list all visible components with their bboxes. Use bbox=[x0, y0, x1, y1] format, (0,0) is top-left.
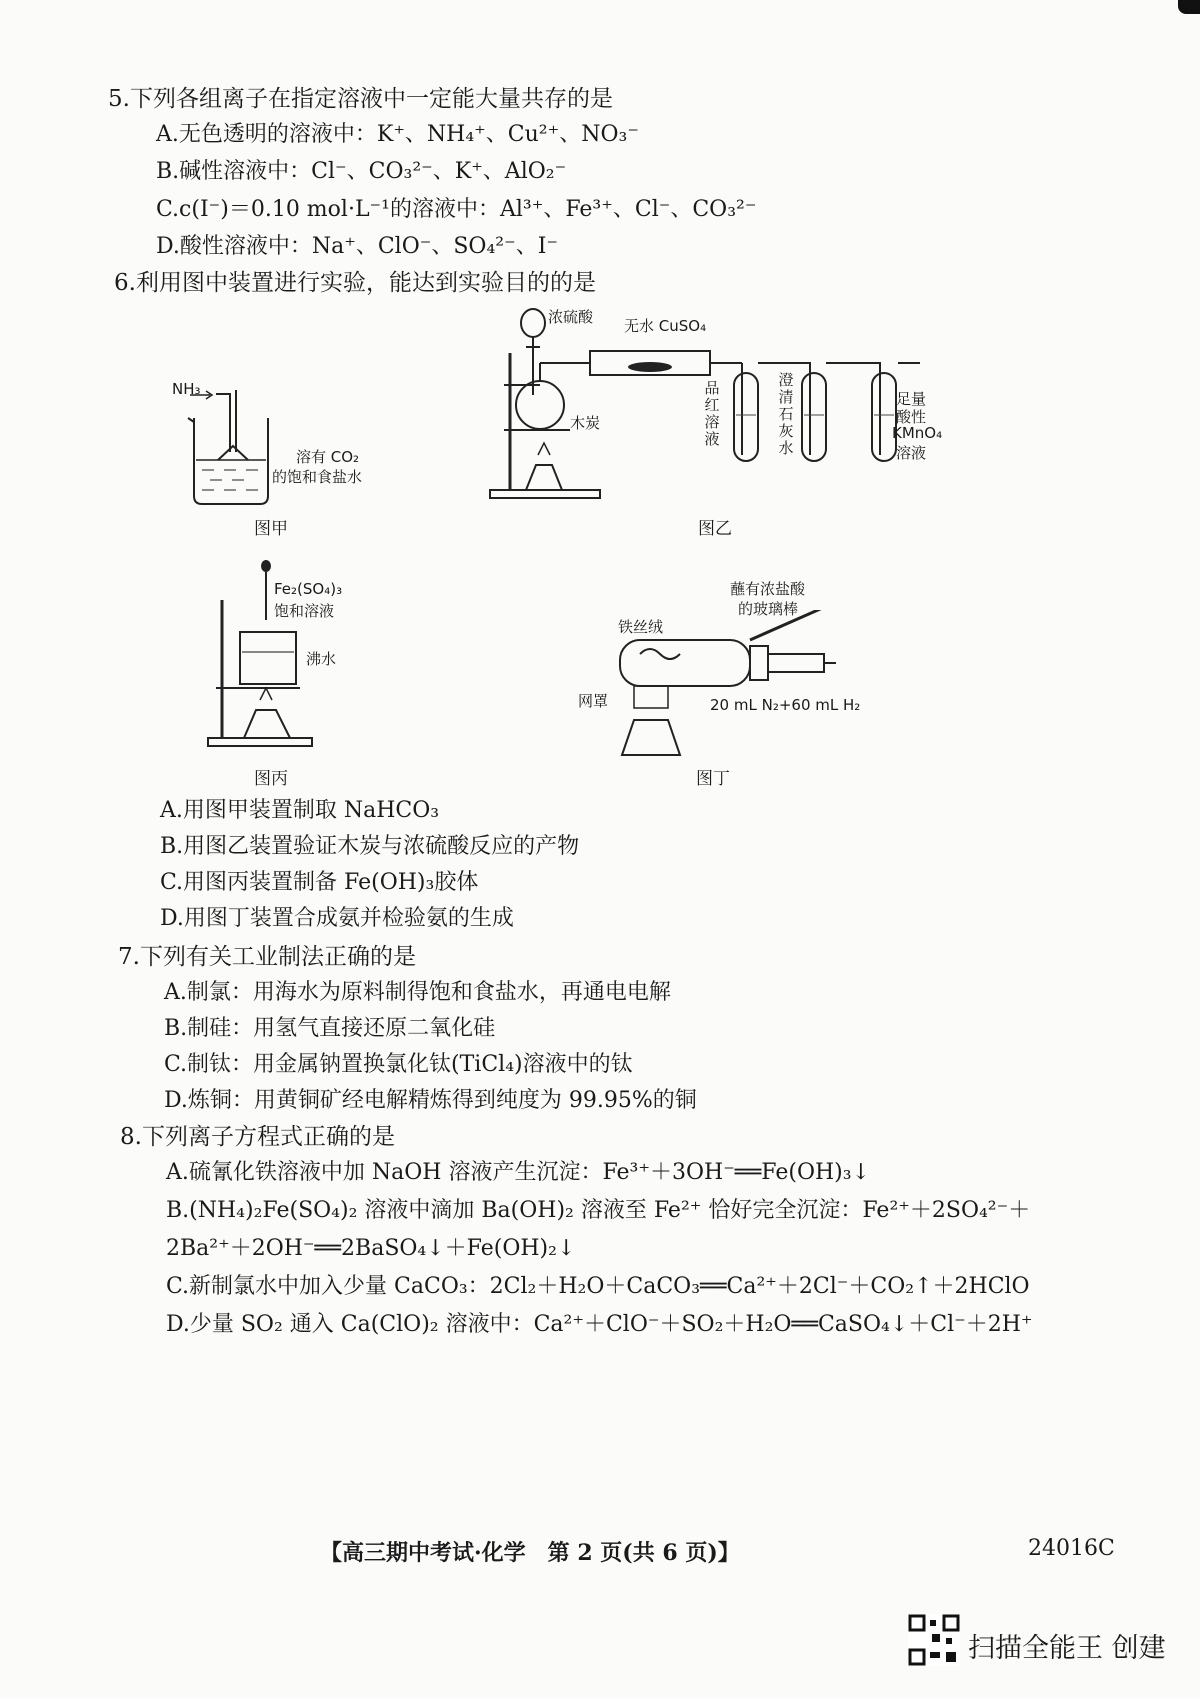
figure-ding-gauze-label: 网罩 bbox=[578, 692, 609, 710]
question-6-stem: 6.利用图中装置进行实验，能达到实验目的的是 bbox=[114, 270, 596, 296]
page-footer-title: 【高三期中考试·化学 第 2 页(共 6 页)】 bbox=[320, 1540, 740, 1566]
figure-jia-solution-label-1: 溶有 CO₂ bbox=[296, 448, 360, 466]
question-8-option-b-continued: 2Ba²⁺＋2OH⁻══2BaSO₄↓＋Fe(OH)₂↓ bbox=[166, 1236, 576, 1261]
figure-yi-acid-label: 浓硫酸 bbox=[548, 308, 594, 326]
scan-corner-mark bbox=[1178, 0, 1200, 14]
question-5-stem: 5.下列各组离子在指定溶液中一定能大量共存的是 bbox=[108, 86, 613, 112]
figure-yi-bottle2-label: 澄清石灰水 bbox=[778, 371, 794, 457]
question-7-option-b: B.制硅：用氢气直接还原二氧化硅 bbox=[164, 1016, 496, 1041]
watermark-text: 扫描全能王 创建 bbox=[968, 1633, 1166, 1664]
figure-yi-tube-label: 无水 CuSO₄ bbox=[624, 317, 707, 335]
paper-code: 24016C bbox=[1028, 1536, 1115, 1561]
question-8-option-d: D.少量 SO₂ 通入 Ca(ClO)₂ 溶液中：Ca²⁺＋ClO⁻＋SO₂＋H₂O══CaSO₄↓＋Cl⁻＋2H⁺ bbox=[166, 1312, 1033, 1337]
question-6-option-d: D.用图丁装置合成氨并检验氨的生成 bbox=[160, 906, 514, 931]
question-5-option-a: A.无色透明的溶液中：K⁺、NH₄⁺、Cu²⁺、NO₃⁻ bbox=[156, 122, 639, 147]
figure-jia-gas-label: NH₃ bbox=[172, 380, 201, 398]
question-7-option-a: A.制氯：用海水为原料制得饱和食盐水，再通电电解 bbox=[164, 980, 671, 1005]
question-8-option-b: B.(NH₄)₂Fe(SO₄)₂ 溶液中滴加 Ba(OH)₂ 溶液至 Fe²⁺ 恰好完全沉淀：Fe²⁺＋2SO₄²⁻＋ bbox=[166, 1198, 1031, 1223]
figure-bing-reagent-label-1: Fe₂(SO₄)₃ bbox=[274, 580, 343, 598]
question-7-option-c: C.制钛：用金属钠置换氯化钛(TiCl₄)溶液中的钛 bbox=[164, 1052, 633, 1077]
figure-yi-bottle3-label-1: 足量 bbox=[896, 390, 927, 408]
question-6-option-a: A.用图甲装置制取 NaHCO₃ bbox=[160, 798, 440, 823]
question-8-option-a: A.硫氰化铁溶液中加 NaOH 溶液产生沉淀：Fe³⁺＋3OH⁻══Fe(OH)₃↓ bbox=[166, 1160, 871, 1185]
figure-yi-charcoal-label: 木炭 bbox=[570, 414, 601, 432]
figure-bing-caption: 图丙 bbox=[254, 769, 288, 789]
figure-ding-rod-label-2: 的玻璃棒 bbox=[738, 600, 799, 618]
figure-bing-water-label: 沸水 bbox=[306, 650, 337, 668]
question-8-stem: 8.下列离子方程式正确的是 bbox=[120, 1124, 395, 1150]
figure-yi-caption: 图乙 bbox=[698, 519, 732, 539]
figure-jia-solution-label-2: 的饱和食盐水 bbox=[272, 468, 363, 486]
question-5-option-b: B.碱性溶液中：Cl⁻、CO₃²⁻、K⁺、AlO₂⁻ bbox=[156, 159, 567, 184]
question-6-option-b: B.用图乙装置验证木炭与浓硫酸反应的产物 bbox=[160, 834, 580, 859]
question-8-option-c: C.新制氯水中加入少量 CaCO₃：2Cl₂＋H₂O＋CaCO₃══Ca²⁺＋2Cl⁻＋CO₂↑＋2HClO bbox=[166, 1274, 1030, 1299]
figure-yi-bottle3-label-3: KMnO₄ bbox=[892, 424, 943, 442]
figure-yi-bottle3-label-2: 酸性 bbox=[896, 408, 927, 426]
figure-ding-rod-label-1: 蘸有浓盐酸 bbox=[730, 580, 806, 598]
figure-jia-caption: 图甲 bbox=[254, 519, 288, 539]
question-7-stem: 7.下列有关工业制法正确的是 bbox=[118, 944, 416, 970]
question-6-option-c: C.用图丙装置制备 Fe(OH)₃胶体 bbox=[160, 870, 479, 895]
figure-ding-gas-label: 20 mL N₂+60 mL H₂ bbox=[710, 696, 861, 714]
figure-bing-reagent-label-2: 饱和溶液 bbox=[274, 602, 335, 620]
question-7-option-d: D.炼铜：用黄铜矿经电解精炼得到纯度为 99.95%的铜 bbox=[164, 1088, 697, 1113]
figure-yi-bottle3-label-4: 溶液 bbox=[896, 444, 927, 462]
figure-ding-caption: 图丁 bbox=[696, 769, 730, 789]
figure-jia-apparatus bbox=[180, 390, 290, 510]
figure-yi-bottle1-label: 品红溶液 bbox=[704, 379, 720, 448]
figure-ding-wire-label: 铁丝绒 bbox=[618, 618, 664, 636]
qr-code-icon bbox=[908, 1614, 960, 1666]
question-5-option-c: C.c(I⁻)＝0.10 mol·L⁻¹的溶液中：Al³⁺、Fe³⁺、Cl⁻、CO₃²⁻ bbox=[156, 197, 757, 222]
question-5-option-d: D.酸性溶液中：Na⁺、ClO⁻、SO₄²⁻、I⁻ bbox=[156, 234, 559, 259]
